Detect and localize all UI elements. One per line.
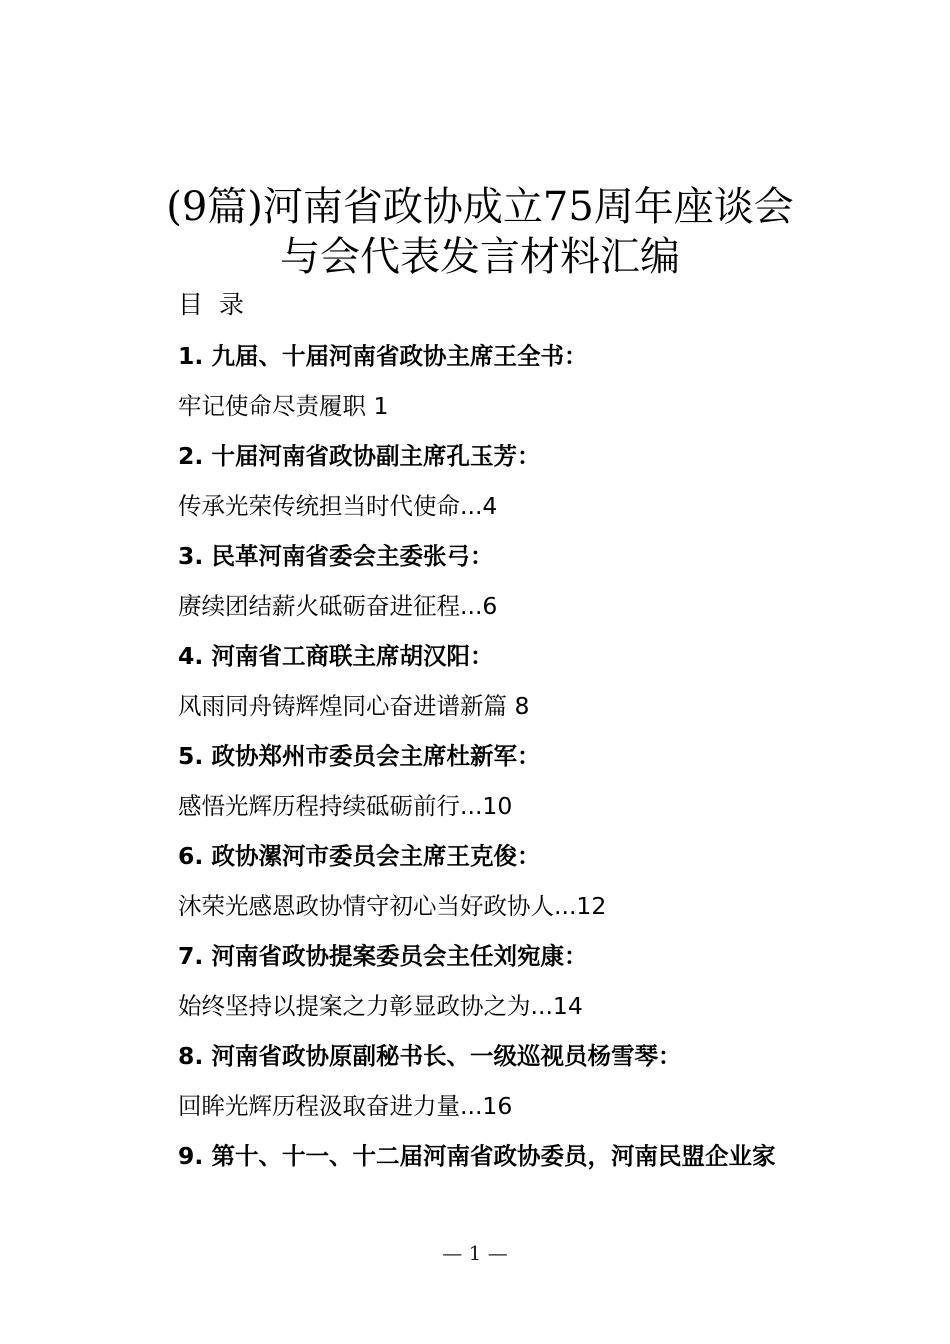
- toc-entry: [178, 1136, 878, 1186]
- toc-entry-heading: 1. 九届、十届河南省政协主席王全书：: [178, 342, 588, 370]
- toc-entry-subtitle: 风雨同舟铸辉煌同心奋进谱新篇 8: [178, 692, 530, 720]
- title-line-2: 与会代表发言材料汇编: [280, 234, 680, 280]
- toc-entry-subtitle: 始终坚持以提案之力彰显政协之为...14: [178, 992, 583, 1020]
- toc-entry-heading: 7. 河南省政协提案委员会主任刘宛康：: [178, 942, 588, 970]
- toc-entry-heading: 9. 第十、十一、十二届河南省政协委员，河南民盟企业家: [178, 1142, 776, 1170]
- toc-entry-heading: 5. 政协郑州市委员会主席杜新军：: [178, 742, 541, 770]
- toc-entry: [178, 936, 878, 1036]
- toc-entry: [178, 436, 878, 536]
- table-of-contents: [178, 336, 878, 1186]
- toc-entry-heading: 4. 河南省工商联主席胡汉阳：: [178, 642, 494, 670]
- page-number: — 1 —: [442, 1241, 508, 1265]
- toc-entry-subtitle: 回眸光辉历程汲取奋进力量...16: [178, 1092, 513, 1120]
- toc-entry-subtitle: 沐荣光感恩政协情守初心当好政协人...12: [178, 892, 607, 920]
- toc-entry: [178, 1036, 878, 1136]
- document-title: [120, 182, 840, 282]
- title-line-1: (9篇)河南省政协成立75周年座谈会: [166, 184, 794, 230]
- toc-entry-heading: 2. 十届河南省政协副主席孔玉芳：: [178, 442, 541, 470]
- toc-entry: [178, 336, 878, 436]
- toc-entry: [178, 636, 878, 736]
- toc-label: 目 录: [178, 290, 248, 319]
- toc-entry-heading: 8. 河南省政协原副秘书长、一级巡视员杨雪琴：: [178, 1042, 682, 1070]
- toc-entry: [178, 536, 878, 636]
- toc-entry-subtitle: 赓续团结薪火砥砺奋进征程...6: [178, 592, 498, 620]
- toc-entry-subtitle: 传承光荣传统担当时代使命...4: [178, 492, 498, 520]
- toc-entry-heading: 6. 政协漯河市委员会主席王克俊：: [178, 842, 541, 870]
- toc-entry: [178, 836, 878, 936]
- toc-entry-subtitle: 感悟光辉历程持续砥砺前行...10: [178, 792, 513, 820]
- toc-entry-subtitle: 牢记使命尽责履职 1: [178, 392, 389, 420]
- toc-entry-heading: 3. 民革河南省委会主委张弓：: [178, 542, 494, 570]
- toc-entry: [178, 736, 878, 836]
